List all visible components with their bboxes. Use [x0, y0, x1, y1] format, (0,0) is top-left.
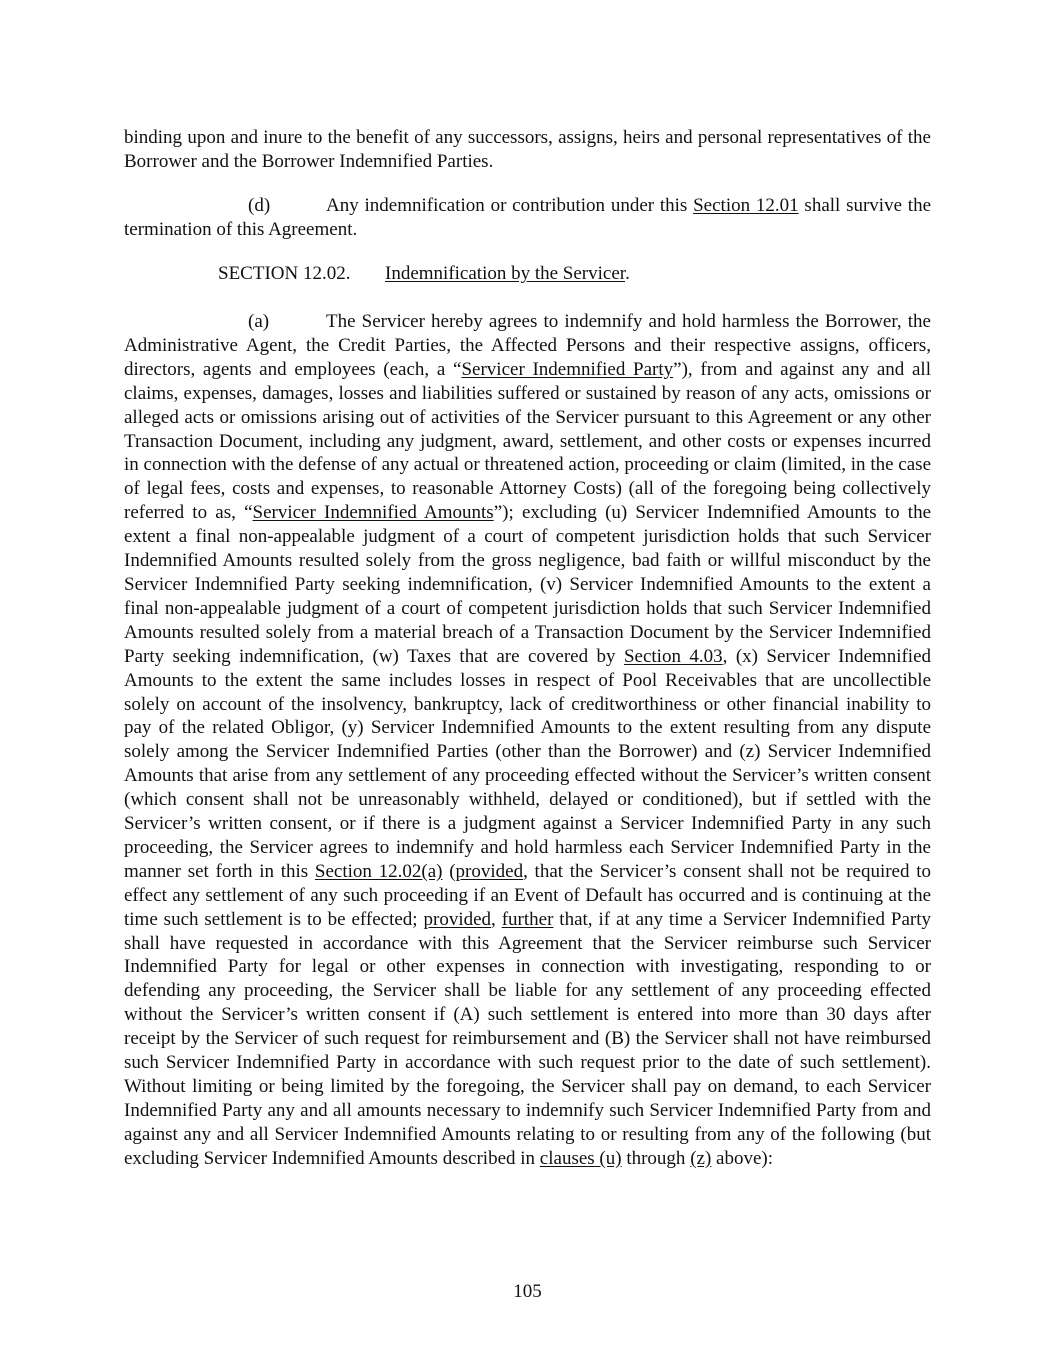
paragraph-a: [124, 310, 931, 1171]
paragraph-text: shall survive the termination of this Agreement.: [124, 195, 932, 240]
proviso-term: further: [501, 908, 554, 930]
paragraph-text: , (x) Servicer Indemnified Amounts to the extent the same includes losses in respect of Pool Receivables that are uncollectible solely on account of the insolvency, bankruptcy, lack of creditworthiness or other financial inability to pay of the related Obligor, (y) Servicer Indemnified Amounts to the extent resulting from any dispute solely among the Servicer Indemnified Parties (other than the Borrower) and (z) Servicer Indemnified Amounts that arise from any settlement of any proceeding effected without the Servicer’s written consent (which consent shall not be unreasonably withheld, delayed or conditioned), but if settled with the Servicer’s written consent, or if there is a judgment against a Servicer Indemnified Party in any such proceeding, the Servicer agrees to indemnify and hold harmless each Servicer Indemnified Party in the manner set forth in this: [124, 645, 932, 882]
clause-label-d: (d): [248, 195, 271, 216]
section-title: Indemnification by the Servicer: [385, 263, 626, 284]
paragraph-continuation: binding upon and inure to the benefit of any successors, assigns, heirs and personal representatives of the Borrower and the Borrower Indemnified Parties.: [124, 127, 931, 172]
paragraph-text: Any indemnification or contribution under this: [326, 195, 694, 216]
clause-reference: clauses (u): [539, 1147, 622, 1169]
section-reference: Section 12.01: [693, 195, 799, 216]
section-number: SECTION 12.02.: [218, 263, 351, 284]
paragraph-text: , that the Servicer’s consent shall not be required to effect any settlement of any such proceeding if an Event of Default has occurred and is continuing at the time such settlement is to be effected;: [124, 860, 932, 930]
page-number: 105: [513, 1281, 542, 1302]
paragraph-text: that, if at any time a Servicer Indemnified Party shall have requested in accordance with this Agreement that the Servicer reimburse such Servicer Indemnified Party for legal or other expenses in connection with investigating, responding to or defending any proceeding, the Servicer shall be liable for any settlement of any proceeding effected without the Servicer’s written consent if (A) such settlement is entered into more than 30 days after receipt by the Servicer of such request for reimbursement and (B) the Servicer shall not have reimbursed such Servicer Indemnified Party in accordance with such request prior to the date of such settlement). Without limiting or being limited by the foregoing, the Servicer shall pay on demand, to each Servicer Indemnified Party any and all amounts necessary to indemnify such Servicer Indemnified Party from and against any and all Servicer Indemnified Amounts relating to or resulting from any of the following (but excluding Servicer Indemnified Amounts described in: [124, 908, 931, 1169]
paragraph-d: [124, 194, 931, 242]
clause-label-a: (a): [248, 311, 270, 332]
paragraph-text: ”); excluding (u) Servicer Indemnified Amounts to the extent a final non-appealable judgment of a court of competent jurisdiction holds that such Servicer Indemnified Amounts resulted solely from the gross negligence, bad faith or willful misconduct by the Servicer Indemnified Party seeking indemnification, (v) Servicer Indemnified Amounts to the extent a final non-appealable judgment of a court of competent jurisdiction holds that such Servicer Indemnified Amounts resulted solely from a material breach of a Transaction Document by the Servicer Indemnified Party seeking indemnification, (w) Taxes that are covered by: [124, 502, 932, 667]
proviso-term: provided: [423, 908, 492, 930]
paragraph-text: above):: [711, 1147, 774, 1169]
section-heading: [218, 262, 630, 286]
section-title-period: .: [625, 263, 630, 284]
clause-reference: (z): [690, 1147, 712, 1169]
section-reference: Section 12.02(a): [314, 860, 443, 882]
paragraph-text: ”), from and against any and all claims, expenses, damages, losses and liabilities suffered or sustained by reason of any acts, omissions or alleged acts or omissions arising out of activities of the Servicer pursuant to this Agreement or any other Transaction Document, including any judgment, award, settlement, and other costs or expenses incurred in connection with the defense of any actual or threatened action, proceeding or claim (limited, in the case of legal fees, costs and expenses, to reasonable Attorney Costs) (all of the foregoing being collectively referred to as, “: [124, 358, 931, 524]
proviso-term: provided: [455, 860, 524, 882]
paragraph-text: ,: [491, 908, 502, 930]
paragraph-text: (: [442, 860, 456, 882]
paragraph-text: The Servicer hereby agrees to indemnify and hold harmless the Borrower, the Administrative Agent, the Credit Parties, the Affected Persons and their respective assigns, officers, directors, agents and employees (each, a “: [124, 311, 931, 380]
paragraph-text: through: [621, 1147, 691, 1169]
defined-term: Servicer Indemnified Amounts: [252, 502, 494, 524]
section-reference: Section 4.03: [623, 645, 723, 667]
defined-term: Servicer Indemnified Party: [461, 358, 674, 380]
